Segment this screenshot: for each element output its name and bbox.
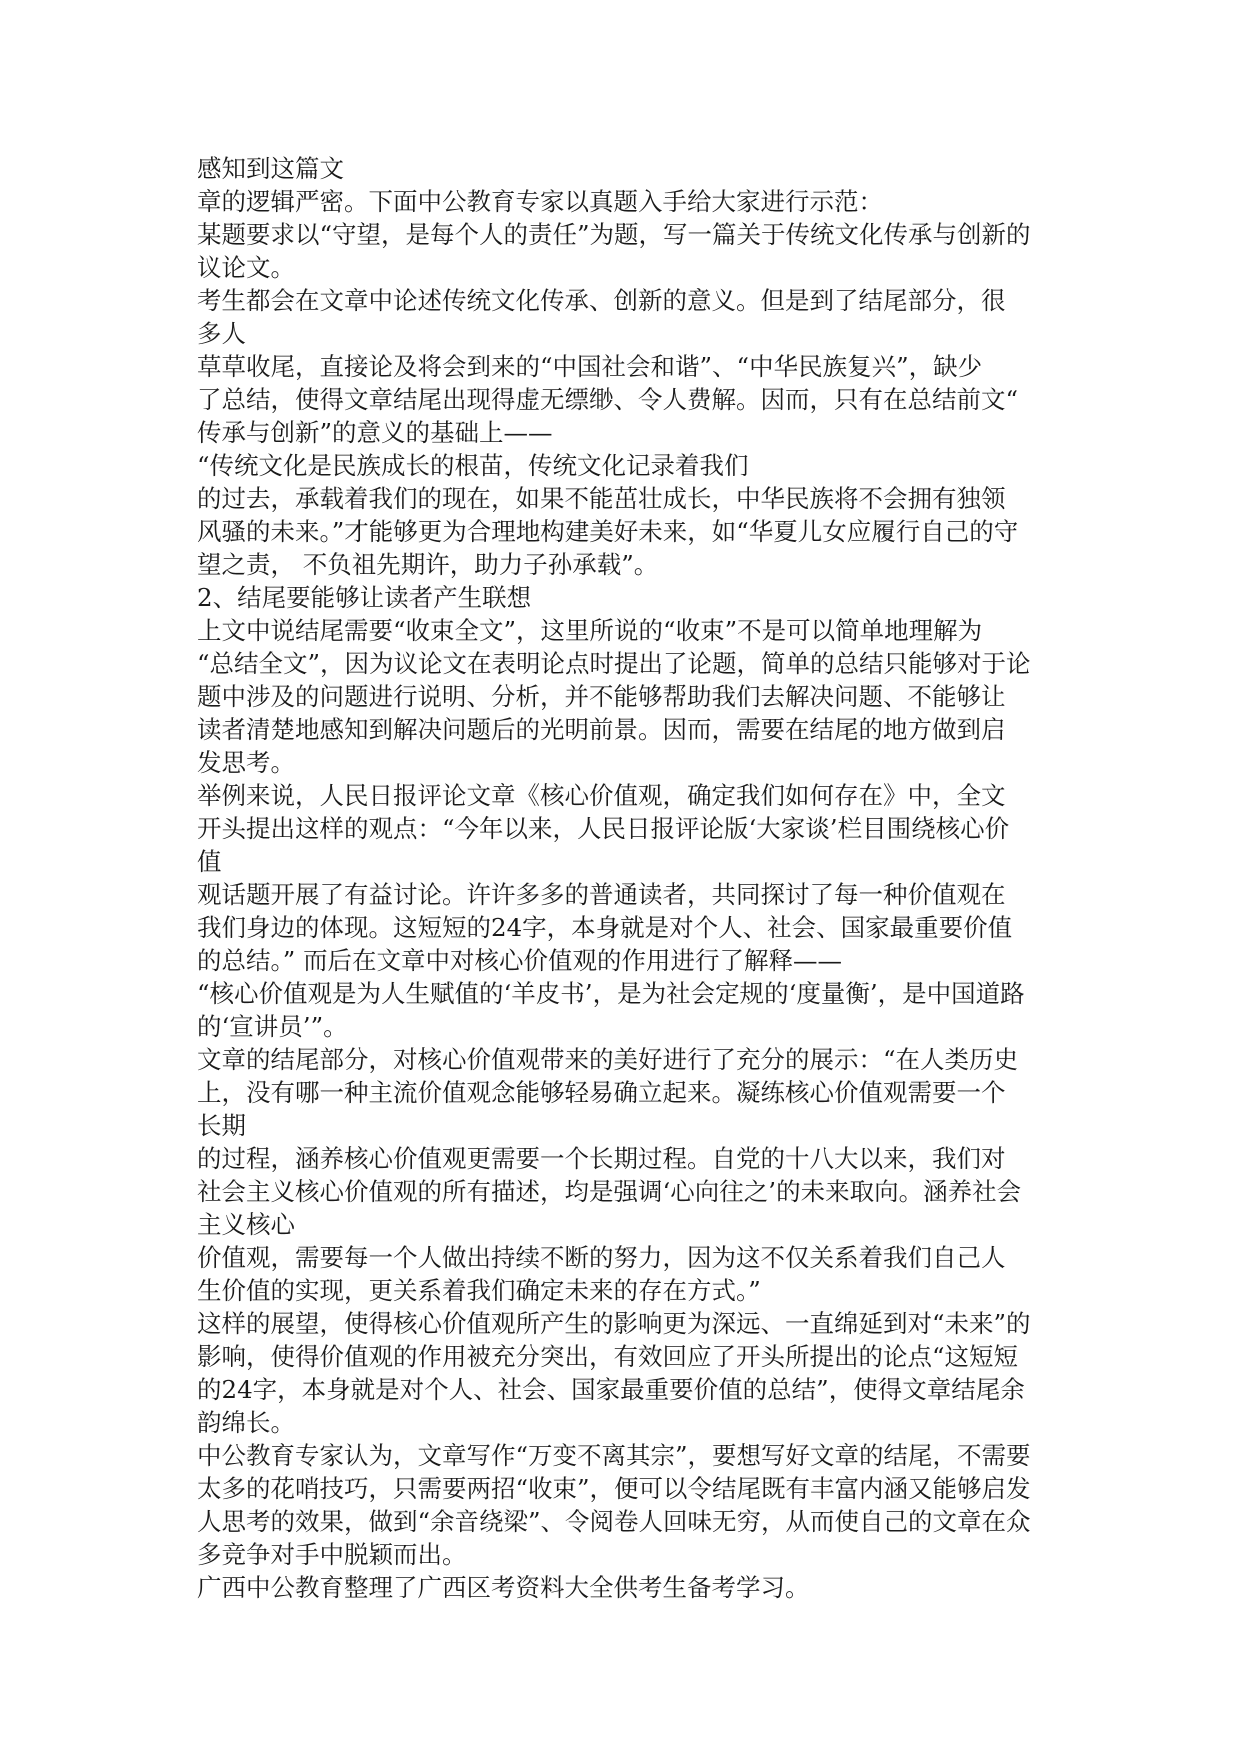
document-body: [197, 152, 1077, 1604]
text-line: 的过去，承载着我们的现在，如果不能茁壮成长，中华民族将不会拥有独领: [197, 484, 1006, 513]
text-line: 传承与创新”的意义的基础上——: [197, 418, 553, 447]
text-line: 我们身边的体现。这短短的24字，本身就是对个人、社会、国家最重要价值: [197, 913, 1013, 942]
text-line: 举例来说，人民日报评论文章《核心价值观，确定我们如何存在》中，全文: [197, 781, 1006, 810]
text-line: 多竞争对手中脱颖而出。: [197, 1540, 467, 1569]
text-line: 章的逻辑严密。下面中公教育专家以真题入手给大家进行示范：: [197, 187, 883, 216]
text-line: 价值观，需要每一个人做出持续不断的努力，因为这不仅关系着我们自己人: [197, 1243, 1006, 1272]
text-line: 的总结。” 而后在文章中对核心价值观的作用进行了解释——: [197, 946, 843, 975]
text-line: 观话题开展了有益讨论。许许多多的普通读者，共同探讨了每一种价值观在: [197, 880, 1006, 909]
section-heading: 2、结尾要能够让读者产生联想: [197, 583, 532, 612]
text-line: 太多的花哨技巧，只需要两招“收束”，便可以令结尾既有丰富内涵又能够启发: [197, 1474, 1031, 1503]
text-line: 的24字，本身就是对个人、社会、国家最重要价值的总结”，使得文章结尾余: [197, 1375, 1025, 1404]
text-line: 生价值的实现，更关系着我们确定未来的存在方式。”: [197, 1276, 761, 1305]
text-line: 发思考。: [197, 748, 295, 777]
text-line: 中公教育专家认为，文章写作“万变不离其宗”，要想写好文章的结尾，不需要: [197, 1441, 1031, 1470]
text-line: 影响，使得价值观的作用被充分突出，有效回应了开头所提出的论点“这短短: [197, 1342, 1019, 1371]
text-line: 文章的结尾部分，对核心价值观带来的美好进行了充分的展示：“在人类历史: [197, 1045, 1019, 1074]
text-line: “传统文化是民族成长的根苗，传统文化记录着我们: [197, 451, 749, 480]
text-line: “总结全文”，因为议论文在表明论点时提出了论题，简单的总结只能够对于论: [197, 649, 1031, 678]
text-line: 了总结，使得文章结尾出现得虚无缥缈、令人费解。因而，只有在总结前文“: [197, 385, 1019, 414]
text-line: 长期: [197, 1111, 246, 1140]
text-line: 草草收尾，直接论及将会到来的“中国社会和谐”、“中华民族复兴”，缺少: [197, 352, 983, 381]
text-line: 人思考的效果，做到“余音绕梁”、令阅卷人回味无穷，从而使自己的文章在众: [197, 1507, 1031, 1536]
text-line: 主义核心: [197, 1210, 295, 1239]
text-line: 上，没有哪一种主流价值观念能够轻易确立起来。凝练核心价值观需要一个: [197, 1078, 1006, 1107]
text-line: 多人: [197, 319, 246, 348]
text-line: “核心价值观是为人生赋值的‘羊皮书’，是为社会定规的‘度量衡’，是中国道路: [197, 979, 1025, 1008]
text-line: 韵绵长。: [197, 1408, 295, 1437]
text-line: 这样的展望，使得核心价值观所产生的影响更为深远、一直绵延到对“未来”的: [197, 1309, 1031, 1338]
text-line: 题中涉及的问题进行说明、分析，并不能够帮助我们去解决问题、不能够让: [197, 682, 1006, 711]
text-line: 某题要求以“守望，是每个人的责任”为题，写一篇关于传统文化传承与创新的: [197, 220, 1031, 249]
text-line: 望之责， 不负祖先期许，助力子孙承载”。: [197, 550, 659, 579]
text-line: 读者清楚地感知到解决问题后的光明前景。因而，需要在结尾的地方做到启: [197, 715, 1006, 744]
text-line: 感知到这篇文: [197, 154, 344, 183]
text-line: 的过程，涵养核心价值观更需要一个长期过程。自党的十八大以来，我们对: [197, 1144, 1006, 1173]
text-line: 议论文。: [197, 253, 295, 282]
text-line: 广西中公教育整理了广西区考资料大全供考生备考学习。: [197, 1573, 810, 1602]
text-line: 值: [197, 847, 222, 876]
text-line: 风骚的未来。”才能够更为合理地构建美好未来，如“华夏儿女应履行自己的守: [197, 517, 1019, 546]
text-line: 上文中说结尾需要“收束全文”，这里所说的“收束”不是可以简单地理解为: [197, 616, 983, 645]
text-line: 的‘宣讲员’”。: [197, 1012, 348, 1041]
text-line: 社会主义核心价值观的所有描述，均是强调‘心向往之’的未来取向。涵养社会: [197, 1177, 1022, 1206]
text-line: 考生都会在文章中论述传统文化传承、创新的意义。但是到了结尾部分，很: [197, 286, 1006, 315]
text-line: 开头提出这样的观点：“今年以来，人民日报评论版‘大家谈’栏目围绕核心价: [197, 814, 1010, 843]
